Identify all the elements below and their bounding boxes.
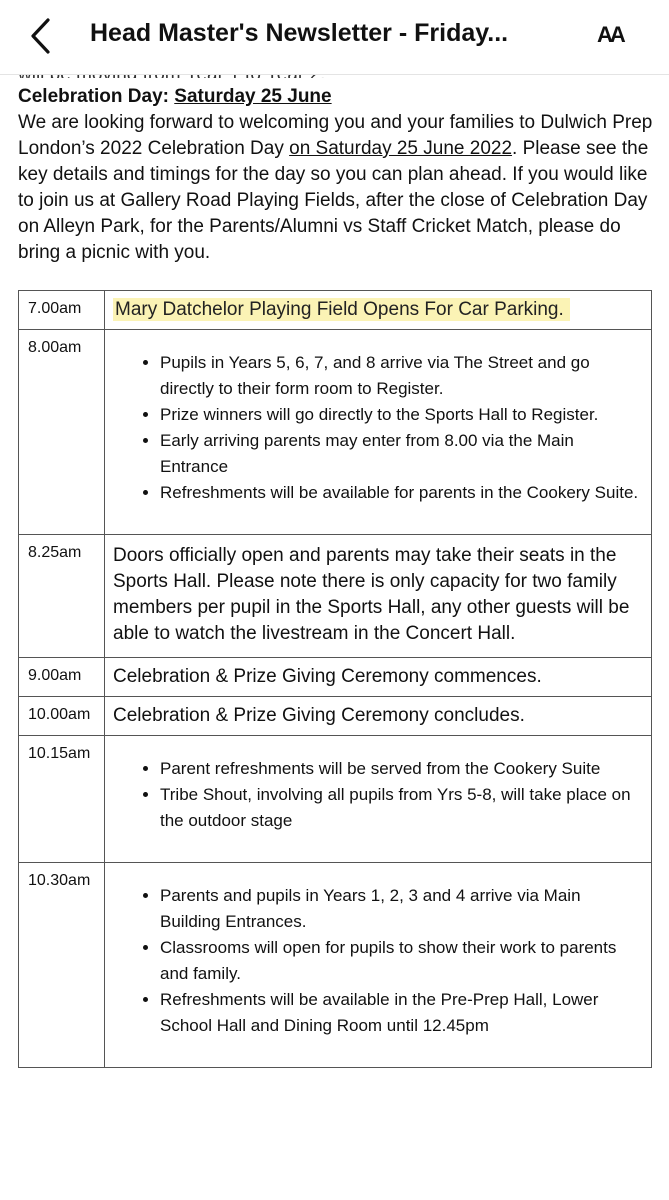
app-header	[0, 0, 669, 75]
back-chevron-icon[interactable]	[22, 14, 58, 58]
schedule-description	[105, 736, 652, 863]
schedule-bullet-item: • Prize winners will go directly to the Sports Hall to Register.	[160, 402, 639, 428]
schedule-bullet-item: • Parents and pupils in Years 1, 2, 3 and 4 arrive via Main Building Entrances.	[160, 883, 639, 935]
schedule-row	[19, 330, 652, 535]
text-size-icon[interactable]: AA	[597, 22, 623, 47]
schedule-bullet-item: • Early arriving parents may enter from 8.00 via the Main Entrance	[160, 428, 639, 480]
schedule-bullet-item: • Pupils in Years 5, 6, 7, and 8 arrive via The Street and go directly to their form room to Register.	[160, 350, 639, 402]
schedule-bullet-list	[113, 883, 639, 1039]
schedule-bullet-item: • Parent refreshments will be served from the Cookery Suite	[160, 756, 639, 782]
schedule-time: 7.00am	[19, 291, 105, 330]
schedule-bullet-item: • Tribe Shout, involving all pupils from Yrs 5-8, will take place on the outdoor stage	[160, 782, 639, 834]
schedule-time: 8.25am	[19, 535, 105, 658]
section-heading: Celebration Day: Saturday 25 June	[18, 86, 332, 107]
schedule-row	[19, 863, 652, 1068]
schedule-bullet-item: • Classrooms will open for pupils to show their work to parents and family.	[160, 935, 639, 987]
schedule-row	[19, 535, 652, 658]
schedule-bullet-list	[113, 350, 639, 506]
page-title: Head Master's Newsletter - Friday...	[90, 19, 509, 47]
schedule-time: 10.30am	[19, 863, 105, 1068]
schedule-row	[19, 736, 652, 863]
schedule-bullet-item: • Refreshments will be available for parents in the Cookery Suite.	[160, 480, 639, 506]
intro-date-link: on Saturday 25 June 2022	[289, 138, 513, 159]
schedule-description	[105, 863, 652, 1068]
schedule-description	[105, 291, 652, 330]
newsletter-body	[18, 42, 654, 1068]
schedule-bullet-item: • Refreshments will be available in the Pre-Prep Hall, Lower School Hall and Dining Room until 12.45pm	[160, 987, 639, 1039]
schedule-description	[105, 330, 652, 535]
schedule-description: Celebration & Prize Giving Ceremony commences.	[105, 658, 652, 697]
schedule-bullet-list	[113, 756, 639, 834]
schedule-time: 8.00am	[19, 330, 105, 535]
schedule-row	[19, 291, 652, 330]
schedule-time: 9.00am	[19, 658, 105, 697]
highlighted-text: Mary Datchelor Playing Field Opens For Car Parking.	[113, 298, 570, 321]
schedule-table	[18, 290, 652, 1068]
schedule-time: 10.00am	[19, 697, 105, 736]
schedule-description: Doors officially open and parents may take their seats in the Sports Hall. Please note there is only capacity for two family members per pupil in the Sports Hall, any other guests will be able to watch the livestream in the Concert Hall.	[105, 535, 652, 658]
intro-paragraph: We are looking forward to welcoming you and your families to Dulwich Prep London’s 2022 Celebration Day on Saturday 25 June 2022. Please see the key details and timings for the day so you can plan ahead. If you would like to join us at Gallery Road Playing Fields, after the close of Celebration Day on Alleyn Park, for the Parents/Alumni vs Staff Cricket Match, please do bring a picnic with you.	[18, 112, 653, 263]
schedule-row	[19, 697, 652, 736]
schedule-row	[19, 658, 652, 697]
schedule-time: 10.15am	[19, 736, 105, 863]
schedule-description: Celebration & Prize Giving Ceremony concludes.	[105, 697, 652, 736]
heading-date: Saturday 25 June	[174, 86, 332, 107]
